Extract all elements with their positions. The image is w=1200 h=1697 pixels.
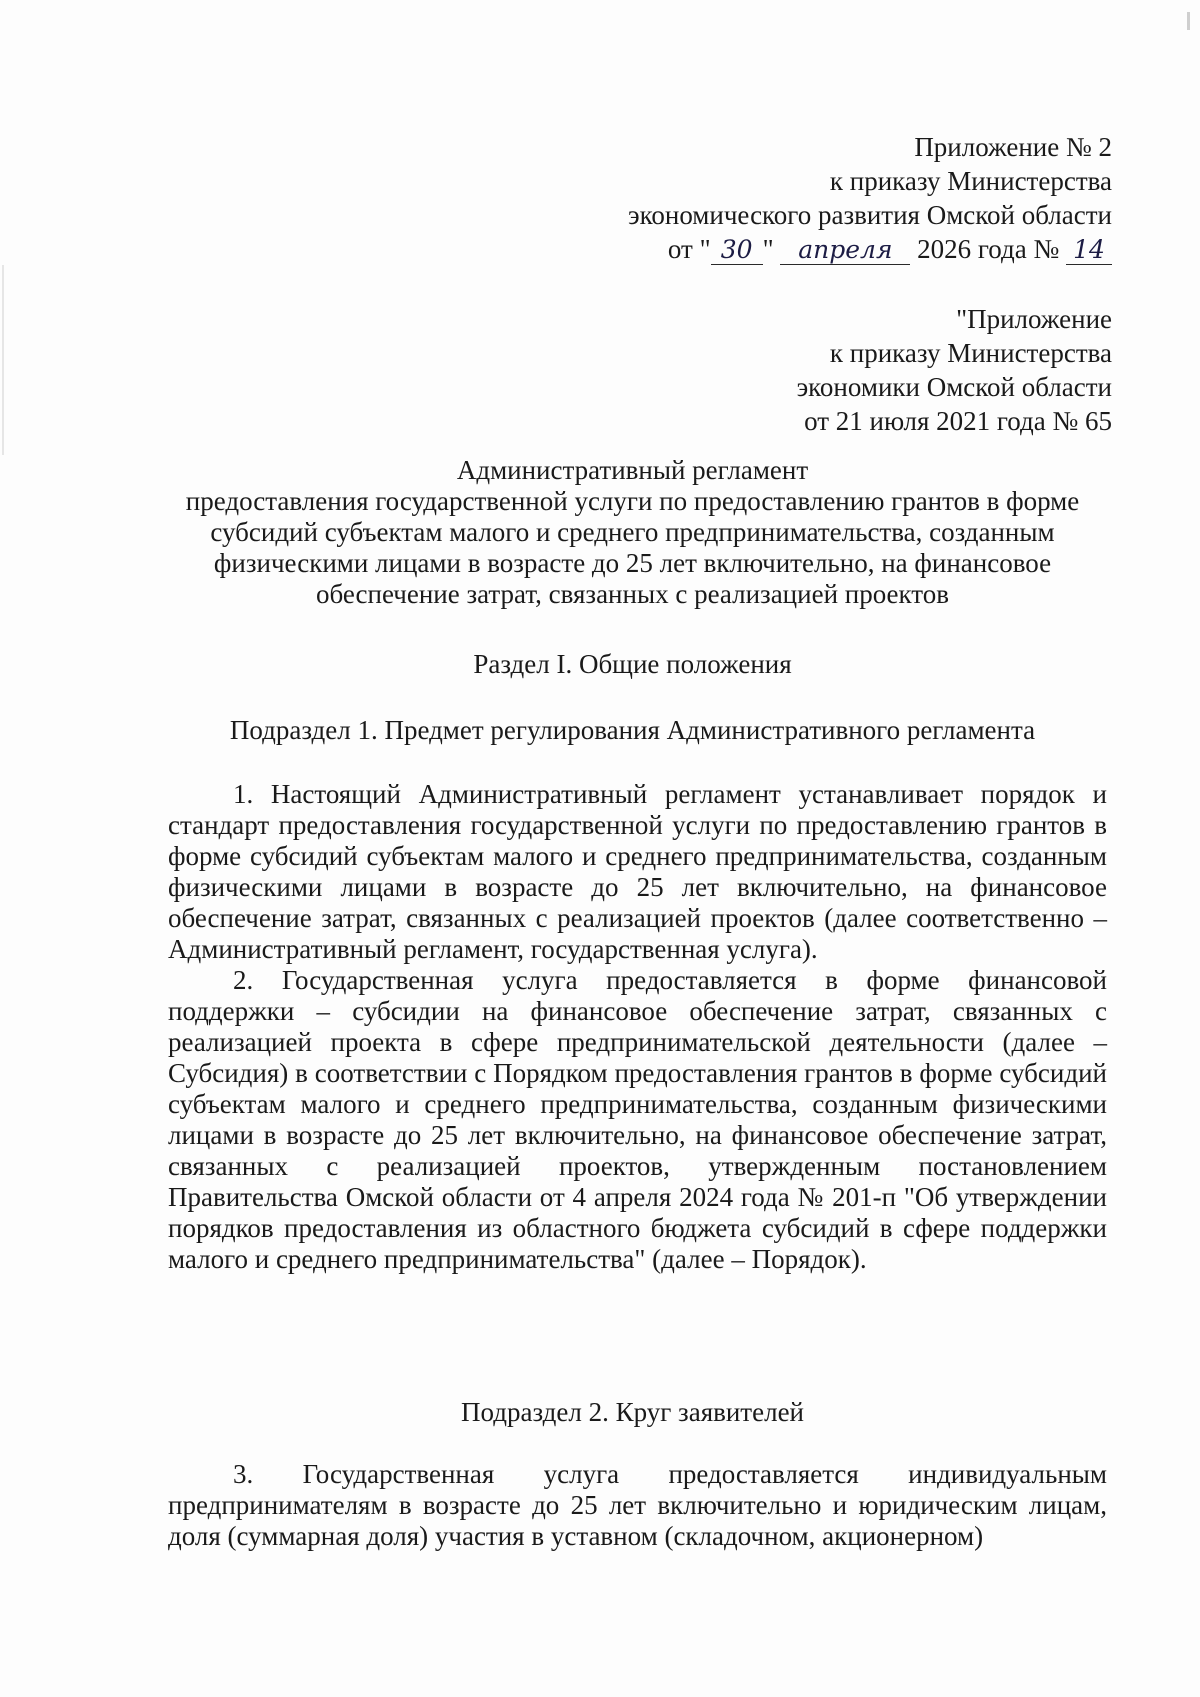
subsection-heading: Подраздел 1. Предмет регулирования Административного регламента <box>229 715 1036 745</box>
handwritten-number: 14 <box>1066 236 1112 265</box>
paragraph-1: 1. Настоящий Административный регламент устанавливает порядок и стандарт предоставления государственной услуги по предоставлению грантов в форме субсидий субъектам малого и среднего предпринимательства, созданным физическими лицами в возрасте до 25 лет включительно, на финансовое обеспечение затрат, связанных с реализацией проектов (далее соответственно – Административный регламент, государственная услуга). <box>168 779 1107 964</box>
paragraph-group <box>168 1459 1107 1552</box>
date-prefix: от " <box>667 234 711 264</box>
document-title <box>160 455 1105 610</box>
paragraph-3: 3. Государственная услуга предоставляется индивидуальным предпринимателям в возрасте до 25 лет включительно и юридическим лицам, доля (суммарная доля) участия в уставном (складочном, акционерном) <box>168 1459 1107 1551</box>
orig-annex-line-4: от 21 июля 2021 года № 65 <box>804 406 1112 436</box>
paragraph-group <box>168 779 1107 1275</box>
handwritten-day: 30 <box>711 236 763 265</box>
handwritten-month: апреля <box>780 236 910 265</box>
annex-date-line <box>628 232 1112 266</box>
paragraph-2: 2. Государственная услуга предоставляется в форме финансовой поддержки – субсидии на финансовое обеспечение затрат, связанных с реализацией проекта в сфере предпринимательской деятельности (далее – Субсидия) в соответствии с Порядком предоставления грантов в форме субсидий субъектам малого и среднего предпринимательства, созданным физическими лицами в возрасте до 25 лет включительно, на финансовое обеспечение затрат, связанных с реализацией проектов, утвержденным постановлением Правительства Омской области от 4 апреля 2024 года № 201-п "Об утверждении порядков предоставления из областного бюджета субсидий в сфере поддержки малого и среднего предпринимательства" (далее – Порядок). <box>168 965 1107 1274</box>
annex-line-3: экономического развития Омской области <box>628 200 1112 230</box>
annex-header <box>628 130 1112 266</box>
title-line-1: Административный регламент <box>456 455 809 485</box>
original-annex-header <box>797 302 1112 438</box>
orig-annex-line-3: экономики Омской области <box>796 372 1112 402</box>
date-quote: " <box>762 234 774 264</box>
title-line-2: предоставления государственной услуги по предоставлению грантов в форме <box>185 486 1080 516</box>
annex-line-2: к приказу Министерства <box>829 166 1112 196</box>
orig-annex-line-1: "Приложение <box>956 304 1112 334</box>
orig-annex-line-2: к приказу Министерства <box>829 338 1112 368</box>
section-heading: Раздел I. Общие положения <box>473 649 792 679</box>
scan-mark <box>1187 12 1190 30</box>
annex-line-1: Приложение № 2 <box>914 132 1112 162</box>
year-part: 2026 года № <box>917 234 1060 264</box>
title-line-5: обеспечение затрат, связанных с реализацией проектов <box>316 579 949 609</box>
title-line-3: субсидий субъектам малого и среднего предпринимательства, созданным <box>210 517 1055 547</box>
subsection-heading: Подраздел 2. Круг заявителей <box>461 1397 804 1427</box>
title-line-4: физическими лицами в возрасте до 25 лет включительно, на финансовое <box>213 548 1052 578</box>
scan-mark <box>2 265 4 455</box>
